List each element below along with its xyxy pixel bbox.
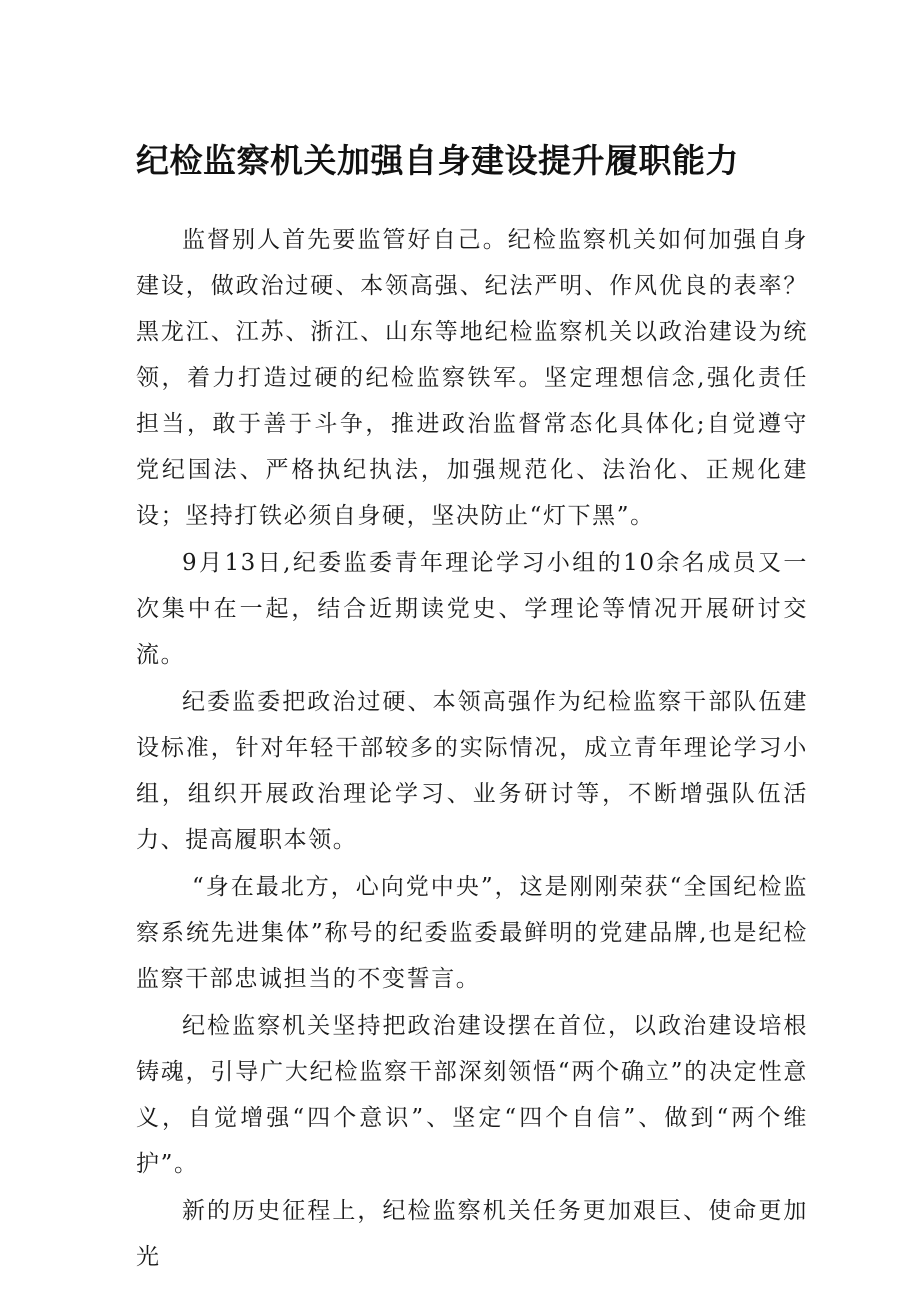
document-title: 纪检监察机关加强自身建设提升履职能力 (136, 141, 739, 180)
paragraph: 9月13日,纪委监委青年理论学习小组的10余名成员又一次集中在一起，结合近期读党史、学理论等情况开展研讨交流。 (136, 550, 808, 668)
paragraph: 纪委监委把政治过硬、本领高强作为纪检监察干部队伍建设标准，针对年轻干部较多的实际情况，成立青年理论学习小组，组织开展政治理论学习、业务研讨等，不断增强队伍活力、提高履职本领。 (136, 689, 808, 853)
paragraph: 新的历史征程上，纪检监察机关任务更加艰巨、使命更加光 (136, 1198, 808, 1270)
paragraph: “身在最北方，心向党中央”，这是刚刚荣获“全国纪检监察系统先进集体”称号的纪委监委最鲜明的党建品牌,也是纪检监察干部忠诚担当的不变誓言。 (136, 874, 808, 992)
paragraph: 监督别人首先要监管好自己。纪检监察机关如何加强自身建设，做政治过硬、本领高强、纪法严明、作风优良的表率？黑龙江、江苏、浙江、山东等地纪检监察机关以政治建设为统领，着力打造过硬的纪检监察铁军。坚定理想信念,强化责任担当，敢于善于斗争，推进政治监督常态化具体化;自觉遵守党纪国法、严格执纪执法，加强规范化、法治化、正规化建设；坚持打铁必须自身硬，坚决防止“灯下黑”。 (136, 227, 808, 529)
paragraph: 纪检监察机关坚持把政治建设摆在首位，以政治建设培根铸魂，引导广大纪检监察干部深刻领悟“两个确立”的决定性意义，自觉增强“四个意识”、坚定“四个自信”、做到“两个维护”。 (136, 1013, 808, 1177)
document-body (136, 217, 808, 1281)
